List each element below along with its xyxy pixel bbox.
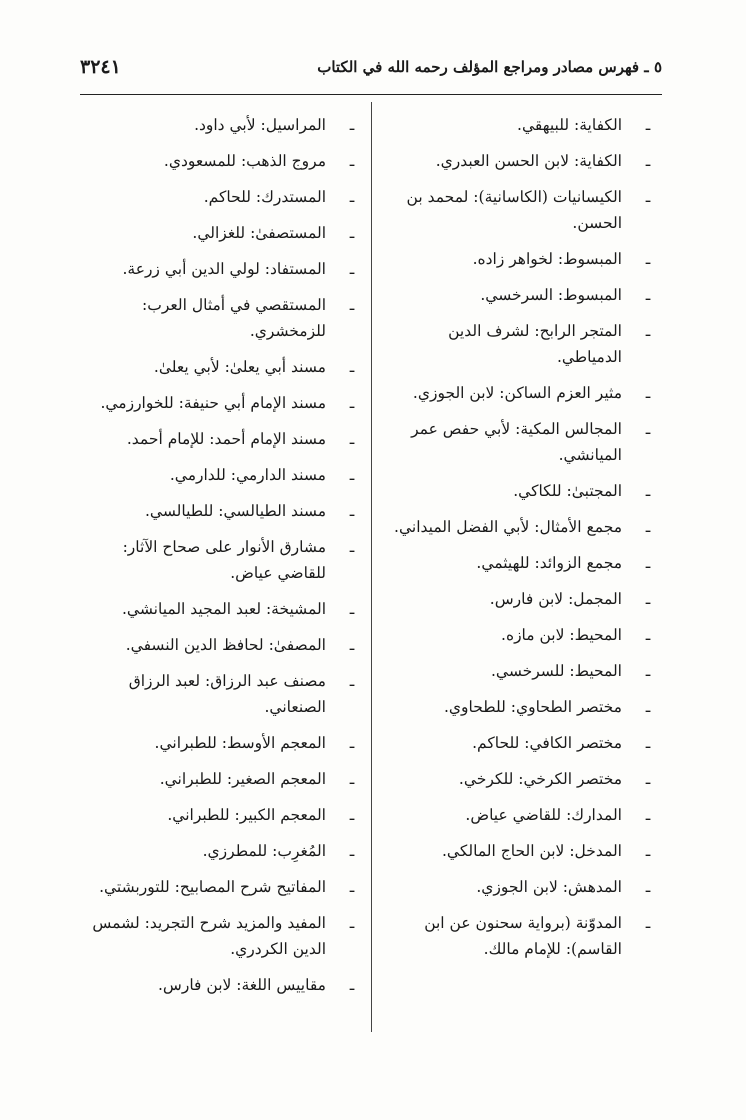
entry-text: المعجم الكبير: للطبراني. — [167, 806, 326, 824]
entry-text: المجالس المكية: لأبي حفص عمر الميانشي. — [411, 420, 622, 464]
bullet-dash: ـ — [349, 636, 355, 654]
bullet-dash: ـ — [645, 420, 651, 438]
bullet-dash: ـ — [349, 116, 355, 134]
list-item — [385, 148, 660, 174]
entry-text: الكيسانيات (الكاسانية): لمحمد بن الحسن. — [406, 188, 622, 232]
entry-text: مصنف عبد الرزاق: لعبد الرزاق الصنعاني. — [128, 672, 326, 716]
entry-text: المعجم الصغير: للطبراني. — [159, 770, 326, 788]
list-item — [82, 838, 364, 864]
bullet-dash: ـ — [349, 430, 355, 448]
list-item — [385, 380, 660, 406]
list-item — [82, 534, 364, 586]
list-item — [82, 498, 364, 524]
bullet-dash: ـ — [349, 734, 355, 752]
bullet-dash: ـ — [349, 672, 355, 690]
bullet-dash: ـ — [349, 878, 355, 896]
left-column — [82, 112, 364, 1008]
list-item — [82, 766, 364, 792]
entry-text: مجمع الأمثال: لأبي الفضل الميداني. — [394, 518, 622, 536]
entry-text: المراسيل: لأبي داود. — [194, 116, 326, 134]
bullet-dash: ـ — [349, 914, 355, 932]
list-item — [385, 766, 660, 792]
list-item — [82, 390, 364, 416]
entry-text: المجمل: لابن فارس. — [489, 590, 622, 608]
entry-text: المبسوط: السرخسي. — [480, 286, 622, 304]
page-number: ٣٢٤١ — [80, 56, 121, 78]
bullet-dash: ـ — [645, 152, 651, 170]
running-title: ٥ ـ فهرس مصادر ومراجع المؤلف رحمه الله في الكتاب — [317, 58, 662, 76]
list-item — [385, 730, 660, 756]
bullet-dash: ـ — [645, 590, 651, 608]
entry-text: المعجم الأوسط: للطبراني. — [154, 734, 326, 752]
bullet-dash: ـ — [645, 806, 651, 824]
list-item — [385, 184, 660, 236]
entry-text: المدخل: لابن الحاج المالكي. — [441, 842, 622, 860]
entry-text: مسند أبي يعلىٰ: لأبي يعلىٰ. — [153, 358, 326, 376]
entry-text: مجمع الزوائد: للهيثمي. — [476, 554, 622, 572]
bullet-dash: ـ — [645, 770, 651, 788]
entry-text: مسند الإمام أبي حنيفة: للخوارزمي. — [100, 394, 326, 412]
entry-text: المفيد والمزيد شرح التجريد: لشمس الدين الكردري. — [92, 914, 326, 958]
bullet-dash: ـ — [645, 842, 651, 860]
list-item — [385, 112, 660, 138]
list-item — [385, 550, 660, 576]
entry-text: مختصر الكرخي: للكرخي. — [458, 770, 622, 788]
list-item — [82, 292, 364, 344]
list-item — [82, 426, 364, 452]
bullet-dash: ـ — [645, 626, 651, 644]
bullet-dash: ـ — [349, 224, 355, 242]
entry-text: المتجر الرابح: لشرف الدين الدمياطي. — [448, 322, 622, 366]
bullet-dash: ـ — [645, 188, 651, 206]
entry-text: المُغرِب: للمطرزي. — [202, 842, 326, 860]
entry-text: مشارق الأنوار على صحاح الآثار: للقاضي عياض. — [122, 538, 326, 582]
bullet-dash: ـ — [645, 482, 651, 500]
column-divider — [371, 102, 372, 1032]
list-item — [82, 802, 364, 828]
entry-text: مروج الذهب: للمسعودي. — [163, 152, 326, 170]
entry-text: مختصر الكافي: للحاكم. — [472, 734, 622, 752]
list-item — [82, 972, 364, 998]
entry-text: المستدرك: للحاكم. — [203, 188, 326, 206]
entry-text: المدوّنة (برواية سحنون عن ابن القاسم): للإمام مالك. — [424, 914, 622, 958]
entry-text: المحيط: لابن مازه. — [501, 626, 622, 644]
list-item — [82, 220, 364, 246]
bullet-dash: ـ — [349, 358, 355, 376]
list-item — [385, 586, 660, 612]
list-item — [82, 910, 364, 962]
list-item — [385, 910, 660, 962]
list-item — [82, 256, 364, 282]
list-item — [385, 622, 660, 648]
list-item — [385, 478, 660, 504]
bullet-dash: ـ — [349, 806, 355, 824]
bullet-dash: ـ — [645, 286, 651, 304]
bullet-dash: ـ — [349, 188, 355, 206]
bullet-dash: ـ — [645, 554, 651, 572]
bullet-dash: ـ — [645, 518, 651, 536]
bullet-dash: ـ — [645, 734, 651, 752]
bullet-dash: ـ — [349, 260, 355, 278]
entry-text: المصفىٰ: لحافظ الدين النسفي. — [125, 636, 326, 654]
list-item — [82, 668, 364, 720]
list-item — [385, 318, 660, 370]
bullet-dash: ـ — [645, 914, 651, 932]
entry-text: المفاتيح شرح المصابيح: للتوربشتي. — [99, 878, 326, 896]
list-item — [82, 354, 364, 380]
entry-text: مختصر الطحاوي: للطحاوي. — [444, 698, 622, 716]
bullet-dash: ـ — [645, 250, 651, 268]
entry-text: مسند الإمام أحمد: للإمام أحمد. — [126, 430, 326, 448]
bullet-dash: ـ — [645, 698, 651, 716]
list-item — [82, 632, 364, 658]
list-item — [385, 416, 660, 468]
list-item — [82, 462, 364, 488]
entry-text: الكفاية: للبيهقي. — [517, 116, 622, 134]
entry-text: المدارك: للقاضي عياض. — [465, 806, 622, 824]
entry-text: مقاييس اللغة: لابن فارس. — [158, 976, 326, 994]
entry-text: المدهش: لابن الجوزي. — [476, 878, 622, 896]
entry-text: المستفاد: لولي الدين أبي زرعة. — [122, 260, 326, 278]
right-column — [385, 112, 660, 972]
entry-text: مسند الدارمي: للدارمي. — [169, 466, 326, 484]
list-item — [385, 514, 660, 540]
list-item — [385, 658, 660, 684]
entry-text: مثير العزم الساكن: لابن الجوزي. — [412, 384, 622, 402]
list-item — [82, 874, 364, 900]
bullet-dash: ـ — [349, 600, 355, 618]
entry-text: المحيط: للسرخسي. — [490, 662, 622, 680]
entry-text: الكفاية: لابن الحسن العبدري. — [435, 152, 622, 170]
list-item — [385, 802, 660, 828]
bullet-dash: ـ — [349, 842, 355, 860]
bullet-dash: ـ — [645, 116, 651, 134]
entry-text: المبسوط: لخواهر زاده. — [472, 250, 622, 268]
list-item — [82, 148, 364, 174]
bullet-dash: ـ — [645, 878, 651, 896]
list-item — [82, 596, 364, 622]
entry-text: مسند الطيالسي: للطيالسي. — [145, 502, 326, 520]
bullet-dash: ـ — [645, 322, 651, 340]
bullet-dash: ـ — [349, 770, 355, 788]
entry-text: المستقصي في أمثال العرب: للزمخشري. — [142, 296, 326, 340]
bullet-dash: ـ — [349, 296, 355, 314]
list-item — [385, 282, 660, 308]
page-header — [80, 54, 662, 95]
bullet-dash: ـ — [349, 502, 355, 520]
list-item — [82, 184, 364, 210]
list-item — [385, 874, 660, 900]
entry-text: المجتبىٰ: للكاكي. — [513, 482, 622, 500]
entry-text: المستصفىٰ: للغزالي. — [192, 224, 326, 242]
list-item — [385, 838, 660, 864]
bullet-dash: ـ — [349, 152, 355, 170]
bullet-dash: ـ — [645, 384, 651, 402]
bullet-dash: ـ — [349, 466, 355, 484]
list-item — [82, 112, 364, 138]
list-item — [385, 694, 660, 720]
bullet-dash: ـ — [349, 976, 355, 994]
entry-text: المشيخة: لعبد المجيد الميانشي. — [121, 600, 326, 618]
list-item — [82, 730, 364, 756]
bullet-dash: ـ — [645, 662, 651, 680]
bullet-dash: ـ — [349, 538, 355, 556]
bullet-dash: ـ — [349, 394, 355, 412]
list-item — [385, 246, 660, 272]
